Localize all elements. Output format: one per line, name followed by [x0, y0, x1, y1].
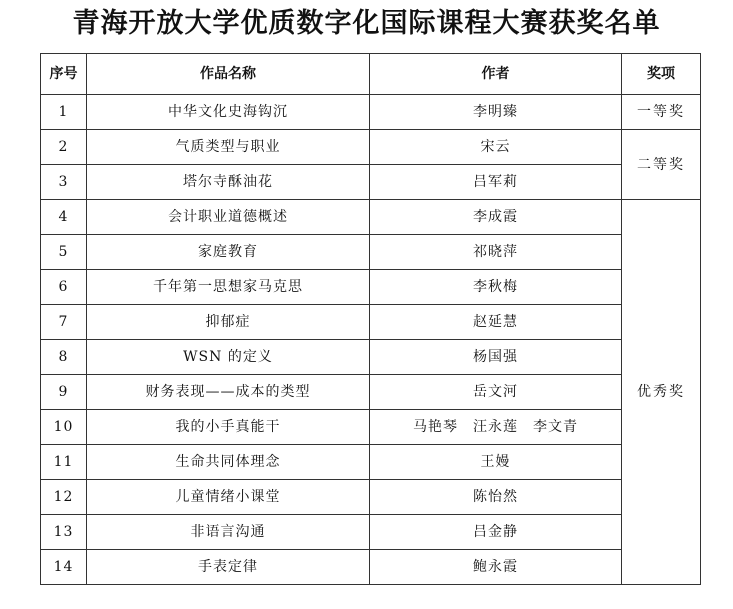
row-index: 1	[41, 95, 87, 130]
row-author: 吕金静	[370, 515, 622, 550]
row-work: WSN 的定义	[87, 340, 370, 375]
row-author: 李秋梅	[370, 270, 622, 305]
header-author: 作者	[370, 54, 622, 95]
row-work: 我的小手真能干	[87, 410, 370, 445]
header-work: 作品名称	[87, 54, 370, 95]
row-index: 7	[41, 305, 87, 340]
table-row	[41, 375, 701, 410]
row-work: 气质类型与职业	[87, 130, 370, 165]
table-row	[41, 480, 701, 515]
award-first: 一等奖	[622, 95, 701, 130]
row-index: 10	[41, 410, 87, 445]
row-author: 陈怡然	[370, 480, 622, 515]
row-work: 财务表现——成本的类型	[87, 375, 370, 410]
row-author: 李明臻	[370, 95, 622, 130]
row-author: 李成霞	[370, 200, 622, 235]
row-author: 岳文河	[370, 375, 622, 410]
row-author: 吕军莉	[370, 165, 622, 200]
row-index: 4	[41, 200, 87, 235]
row-index: 2	[41, 130, 87, 165]
row-author: 宋云	[370, 130, 622, 165]
table-row	[41, 410, 701, 445]
header-index: 序号	[41, 54, 87, 95]
row-work: 手表定律	[87, 550, 370, 585]
table-row	[41, 305, 701, 340]
table-row	[41, 165, 701, 200]
row-index: 14	[41, 550, 87, 585]
award-second: 二等奖	[622, 130, 701, 200]
row-index: 13	[41, 515, 87, 550]
row-author: 鲍永霞	[370, 550, 622, 585]
award-table	[40, 53, 701, 585]
row-index: 12	[41, 480, 87, 515]
page-title: 青海开放大学优质数字化国际课程大赛获奖名单	[72, 8, 661, 39]
row-work: 生命共同体理念	[87, 445, 370, 480]
table-row	[41, 515, 701, 550]
table-row	[41, 130, 701, 165]
row-work: 中华文化史海钩沉	[87, 95, 370, 130]
row-work: 儿童情绪小课堂	[87, 480, 370, 515]
row-author: 祁晓萍	[370, 235, 622, 270]
row-work: 塔尔寺酥油花	[87, 165, 370, 200]
row-work: 抑郁症	[87, 305, 370, 340]
row-index: 11	[41, 445, 87, 480]
row-index: 9	[41, 375, 87, 410]
row-index: 8	[41, 340, 87, 375]
table-row	[41, 95, 701, 130]
award-excellent: 优秀奖	[622, 200, 701, 585]
row-author: 赵延慧	[370, 305, 622, 340]
row-work: 家庭教育	[87, 235, 370, 270]
row-index: 6	[41, 270, 87, 305]
row-work: 会计职业道德概述	[87, 200, 370, 235]
table-header-row	[41, 54, 701, 95]
row-author: 杨国强	[370, 340, 622, 375]
table-row	[41, 550, 701, 585]
row-author: 马艳琴 汪永莲 李文青	[370, 410, 622, 445]
row-work: 千年第一思想家马克思	[87, 270, 370, 305]
table-row	[41, 340, 701, 375]
header-award: 奖项	[622, 54, 701, 95]
table-row	[41, 235, 701, 270]
row-work: 非语言沟通	[87, 515, 370, 550]
row-author: 王嫚	[370, 445, 622, 480]
table-row	[41, 270, 701, 305]
table-row	[41, 445, 701, 480]
table-row	[41, 200, 701, 235]
row-index: 3	[41, 165, 87, 200]
row-index: 5	[41, 235, 87, 270]
